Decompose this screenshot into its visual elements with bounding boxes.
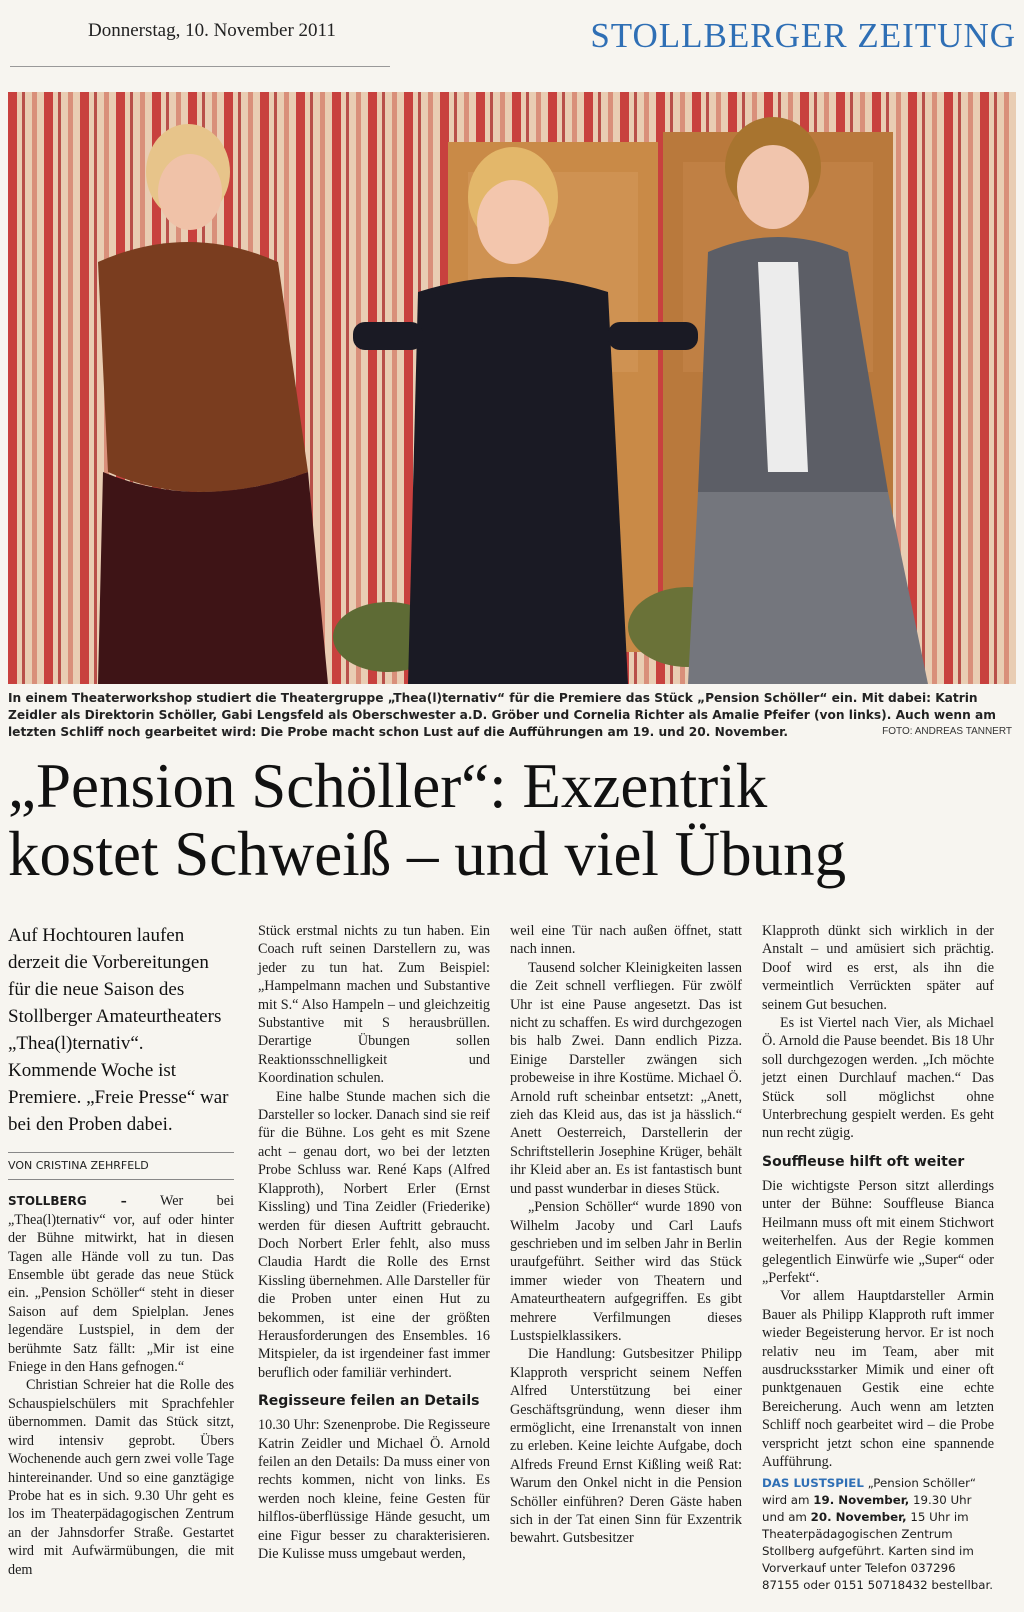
paragraph-text: Wer bei „Thea(l)ternativ“ vor, auf oder hinter der Bühne mitwirkt, hat in diesen Tagen alle Hände voll zu tun. Das Ensemble übt gerade das neue Stück ein. „Pension Schöller“ steht in dieser Saison auf dem Spielplan. Jenes legendäre Lustspiel, in dem der berühmte Satz fällt: „Mir ist eine Fniege in den Hans gefnogen.“ <box>8 1193 235 1376</box>
stage-photo <box>8 92 1016 684</box>
subheading: Souffleuse hilft oft weiter <box>762 1153 965 1170</box>
paragraph: Vor allem Hauptdarsteller Armin Bauer als Philipp Klapproth ruft immer wieder Begeisterung hervor. Er ist noch relativ neu im Team, aber mit ausdrucksstarker Mimik und einer oft punktgenauen Gestik eine echte Bereicherung. Auch wenn am letzten Schliff noch gearbeitet wird – die Probe verspricht jetzt schon eine spannende Aufführung. <box>762 1288 994 1470</box>
column-1 <box>8 922 234 1579</box>
info-box-date: 20. November, <box>810 1510 907 1525</box>
lead-text: Auf Hochtouren laufen derzeit die Vorbereitungen für die neue Saison des Stollberger Amateurtheaters „Thea(l)ternativ“. Kommende Woche ist Premiere. „Freie Presse“ war bei den Proben dabei. <box>8 925 229 1135</box>
header-rule <box>10 66 390 67</box>
paragraph: Eine halbe Stunde machen sich die Darsteller so locker. Danach sind sie reif für die Bühne. Los geht es mit Szene acht – genau dort, wo bei der letzten Probe Schluss war. René Kaps (Alfred Klapproth), Norbert Erler (Ernst Kissling) und Tina Zeidler (Friederike) werden für diesen Auftritt gebraucht. Doch Norbert Erler fehlt, also muss Claudia Hardt die Rolle des Ernst Kissling übernehmen. Alle Darsteller für die Proben unter einen Hut zu bekommen, ist eine der größten Herausforderungen des Ensembles. 16 Mitspieler, da ist irgendeiner fast immer beruflich oder familiär verhindert. <box>258 1088 490 1381</box>
masthead: STOLLBERGER ZEITUNG <box>590 16 1016 55</box>
paragraph: weil eine Tür nach außen öffnet, statt nach innen. <box>510 923 742 958</box>
header-date: Donnerstag, 10. November 2011 <box>88 20 336 41</box>
column-4 <box>762 922 994 1594</box>
paragraph: Christian Schreier hat die Rolle des Schauspielschülers mit Sprachfehler übernommen. Damit das Stück sitzt, wird intensiv geprobt. Übers Wochenende auch gern zwei volle Tage hintereinander. Und so eine ganztägige Probe hat es in sich. 9.30 Uhr geht es los im Theaterpädagogischen Zentrum an der Jahnsdorfer Straße. Gestartet wird mit Aufwärmübungen, die mit dem <box>8 1377 234 1578</box>
info-box <box>762 1475 994 1594</box>
paragraph: Die wichtigste Person sitzt allerdings unter der Bühne: Souffleuse Bianca Heilmann muss oft mit einem Stichwort weiterhelfen. Aus der Regie kommen gelegentlich Einwürfe wie „Super“ oder „Perfekt“. <box>762 1177 994 1286</box>
info-box-label: DAS LUSTSPIEL <box>762 1476 864 1491</box>
info-box-text: 15 Uhr im Theaterpädagogischen Zentrum Stollberg aufgeführt. Karten sind im Vorverkauf unter Telefon 037296 87155 oder 0151 50718432 bestellbar. <box>762 1510 993 1593</box>
column-2 <box>258 922 490 1563</box>
headline-line-2: kostet Schweiß – und viel Übung <box>8 819 847 889</box>
paragraph: Klapproth dünkt sich wirklich in der Anstalt – und amüsiert sich prächtig. Doof wird es erst, als ihn die vermeintlich Verrückten später auf seinem Gut besuchen. <box>762 923 994 1013</box>
column-3 <box>510 922 742 1548</box>
paragraph: Tausend solcher Kleinigkeiten lassen die Zeit schnell verfliegen. Für zwölf Uhr ist eine Pause angesetzt. Das ist nicht zu schaffen. Es wird durchgezogen bis halb Zwei. Dann endlich Pizza. Einige Darsteller zwängen sich probeweise in ihre Kostüme. Michael Ö. Arnold ruft scheinbar entsetzt: „Anett, zieh das Kleid aus, das ist ja hässlich.“ Anett Oesterreich, Darstellerin der Schriftstellerin Josephine Krüger, behält ihr Kleid aber an. Es ist fantastisch bunt und passt wunderbar in dieses Stück. <box>510 959 742 1197</box>
photo-caption: In einem Theaterworkshop studiert die Theatergruppe „Thea(l)ternativ“ für die Premiere das Stück „Pension Schöller“ ein. Mit dabei: Katrin Zeidler als Direktorin Schöller, Gabi Lengsfeld als Oberschwester a.D. Gröber und Cornelia Richter als Amalie Pfeifer (von links). Auch wenn am letzten Schliff noch gearbeitet wird: Die Probe macht schon Lust auf die Aufführungen am 19. und 20. November. <box>8 691 996 739</box>
paragraph <box>8 1192 234 1376</box>
paragraph: Die Handlung: Gutsbesitzer Philipp Klapproth verspricht seinem Neffen Alfred Unterstützung bei einer Geschäftsgründung, wenn dieser ihm ermöglicht, eine Irrenanstalt von innen zu erleben. Keine leichte Aufgabe, doch Alfreds Freund Ernst Kißling weiß Rat: Warum den Onkel nicht in die Pension Schöller einführen? Deren Gäste haben sich in der Tat einen Sinn für Exzentrik bewahrt. Gutsbesitzer <box>510 1346 742 1547</box>
photo-credit: FOTO: ANDREAS TANNERT <box>882 726 1012 737</box>
byline: VON CRISTINA ZEHRFELD <box>8 1152 234 1180</box>
paragraph: 10.30 Uhr: Szenenprobe. Die Regisseure Katrin Zeidler und Michael Ö. Arnold feilen an den Details: Da muss einer von rechts kommen, nicht von links. Es werden noch kleine, feine Gesten für hilflos-überflüssige Hände gesucht, um eine Figur besser zu charakterisieren. Die Kulisse muss umgebaut werden, <box>258 1417 490 1562</box>
paragraph: Es ist Viertel nach Vier, als Michael Ö. Arnold die Pause beendet. Bis 18 Uhr soll durchgezogen werden. „Ich möchte jetzt einen Durchlauf machen.“ Das Stück soll möglichst ohne Unterbrechung gespielt werden. Es geht nun recht zügig. <box>762 1015 994 1142</box>
headline-line-1: „Pension Schöller“: Exzentrik <box>8 751 768 821</box>
subheading: Regisseure feilen an Details <box>258 1393 480 1410</box>
info-box-date: 19. November, <box>813 1493 910 1508</box>
headline <box>8 752 1016 888</box>
paragraph: „Pension Schöller“ wurde 1890 von Wilhelm Jacoby und Carl Laufs geschrieben und im selben Jahr in Berlin uraufgeführt. Seither wird das Stück immer wieder von Theatern und Amateurtheatern aufgegriffen. Es gibt mehrere Verfilmungen dieses Lustspielklassikers. <box>510 1199 742 1344</box>
paragraph: Stück erstmal nichts zu tun haben. Ein Coach ruft seinen Darstellern zu, was jeder zu tun hat. Zum Beispiel: „Hampelmann machen und Substantive mit S.“ Also Hampeln – und gleichzeitig Substantive mit S herausbrüllen. Derartige Übungen sollen Reaktionsschnelligkeit und Koordination schulen. <box>258 923 490 1087</box>
dateline: STOLLBERG – <box>8 1194 127 1209</box>
info-box-text: 19.30 Uhr und am <box>762 1493 972 1525</box>
info-box-text: „Pension Schöller“ wird am <box>762 1476 977 1508</box>
